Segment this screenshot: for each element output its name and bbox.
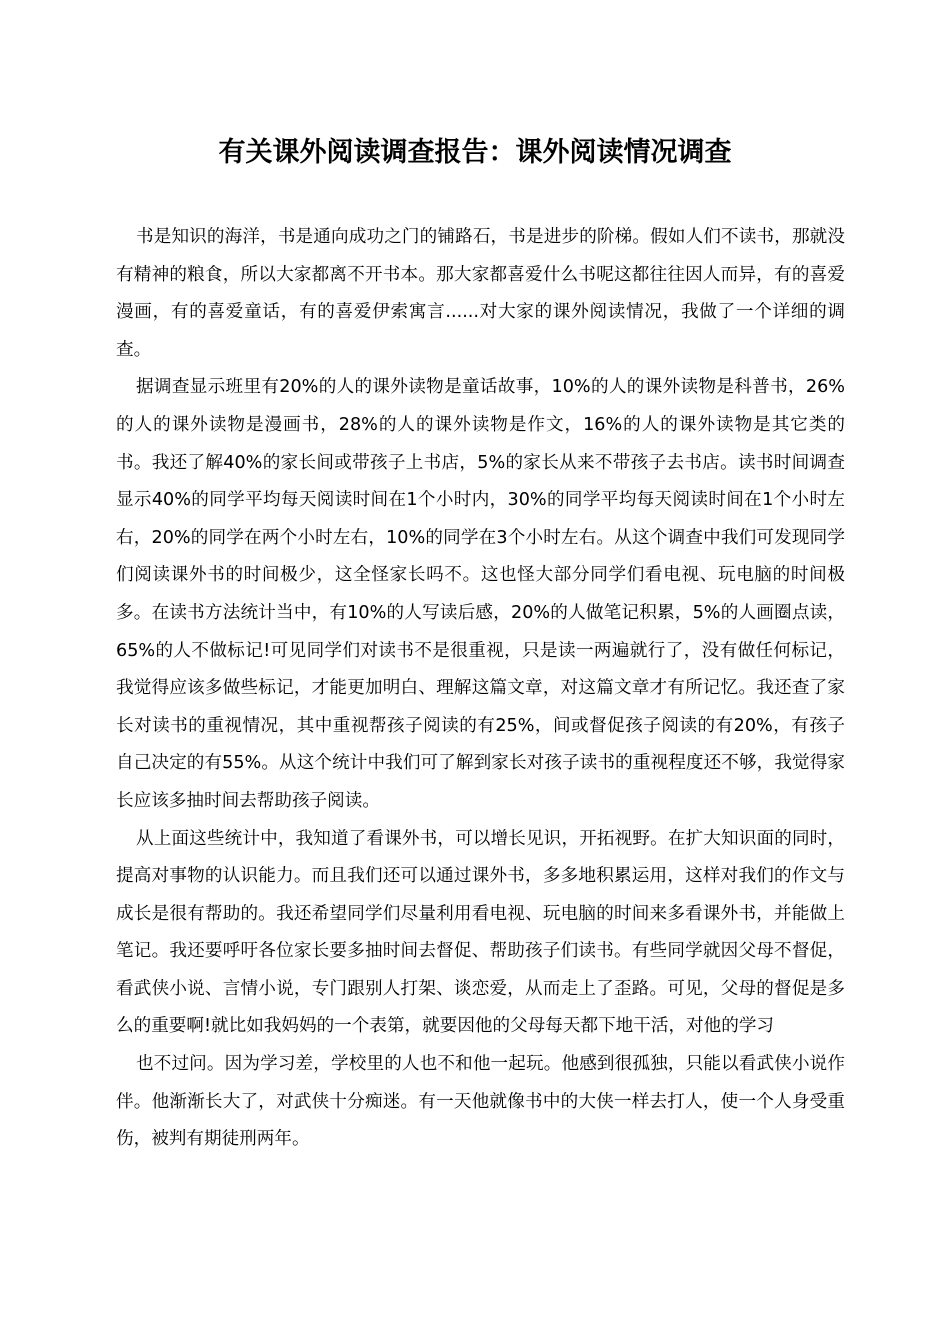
document-title: 有关课外阅读调查报告：课外阅读情况调查 (218, 137, 732, 168)
paragraph-conclusions: 从上面这些统计中，我知道了看课外书，可以增长见识，开拓视野。在扩大知识面的同时，提高对事物的认识能力。而且我们还可以通过课外书，多多地积累运用，这样对我们的作文与成长是很有帮助的。我还希望同学们尽量利用看电视、玩电脑的时间来多看课外书，并能做上笔记。我还要呼吁各位家长要多抽时间去督促、帮助孩子们读书。有些同学就因父母不督促，看武侠小说、言情小说，专门跟别人打架、谈恋爱，从而走上了歪路。可见，父母的督促是多么的重要啊!就比如我妈妈的一个表第，就要因他的父母每天都下地干活，对他的学习 (116, 828, 845, 1037)
paragraph-survey-results: 据调查显示班里有20%的人的课外读物是童话故事，10%的人的课外读物是科普书，26%的人的课外读物是漫画书，28%的人的课外读物是作文，16%的人的课外读物是其它类的书。我还了解40%的家长间或带孩子上书店，5%的家长从来不带孩子去书店。读书时间调查显示40%的同学平均每天阅读时间在1个小时内，30%的同学平均每天阅读时间在1个小时左右，20%的同学在两个小时左右，10%的同学在3个小时左右。从这个调查中我们可发现同学们阅读课外书的时间极少，这全怪家长吗不。这也怪大部分同学们看电视、玩电脑的时间极多。在读书方法统计当中，有10%的人写读后感，20%的人做笔记积累，5%的人画圈点读，65%的人不做标记!可见同学们对读书不是很重视，只是读一两遍就行了，没有做任何标记，我觉得应该多做些标记，才能更加明白、理解这篇文章，对这篇文章才有所记忆。我还查了家长对读书的重视情况，其中重视帮孩子阅读的有25%，间或督促孩子阅读的有20%，有孩子自己决定的有55%。从这个统计中我们可了解到家长对孩子读书的重视程度还不够，我觉得家长应该多抽时间去帮助孩子阅读。 (116, 377, 845, 811)
document-body (116, 219, 845, 1159)
paragraph-intro: 书是知识的海洋，书是通向成功之门的铺路石，书是进步的阶梯。假如人们不读书，那就没有精神的粮食，所以大家都离不开书本。那大家都喜爱什么书呢这都往往因人而异，有的喜爱漫画，有的喜爱童话，有的喜爱伊索寓言......对大家的课外阅读情况，我做了一个详细的调查。 (116, 227, 845, 360)
paragraph-example: 也不过问。因为学习差，学校里的人也不和他一起玩。他感到很孤独，只能以看武侠小说作伴。他渐渐长大了，对武侠十分痴迷。有一天他就像书中的大侠一样去打人，使一个人身受重伤，被判有期徒刑两年。 (116, 1054, 845, 1150)
